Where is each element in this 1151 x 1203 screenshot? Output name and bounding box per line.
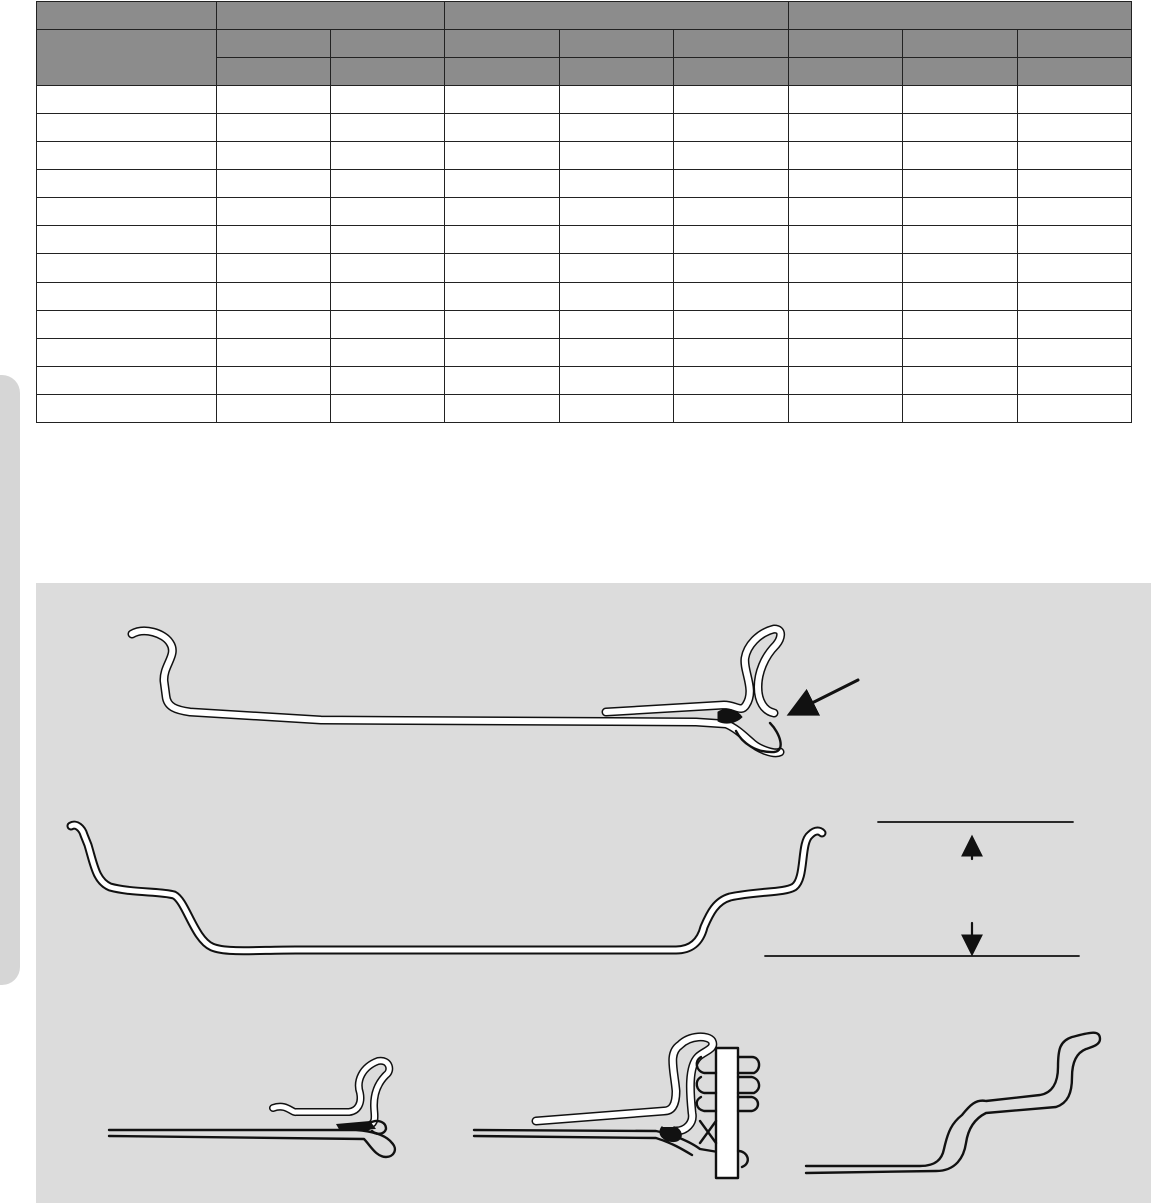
header-cell (37, 2, 217, 30)
table-cell (789, 254, 903, 282)
table-cell (217, 226, 331, 254)
table-header-row-1 (37, 2, 1132, 30)
table-cell (331, 170, 445, 198)
table-cell (789, 394, 903, 422)
table-cell (217, 366, 331, 394)
rim-profile-with-seal (132, 629, 858, 753)
header-cell (1018, 58, 1132, 86)
header-cell (674, 30, 789, 58)
table-cell (1018, 86, 1132, 114)
table-cell (674, 338, 789, 366)
table-row (37, 338, 1132, 366)
table-row (37, 226, 1132, 254)
table-cell (903, 282, 1018, 310)
table-cell (560, 114, 674, 142)
table-cell (560, 394, 674, 422)
table-cell (331, 142, 445, 170)
table-cell (445, 282, 560, 310)
table-cell (789, 86, 903, 114)
table-cell (674, 310, 789, 338)
header-cell (217, 2, 445, 30)
table-cell (789, 226, 903, 254)
table-cell (445, 198, 560, 226)
table-cell (1018, 114, 1132, 142)
row-label-cell (37, 198, 217, 226)
table-cell (560, 338, 674, 366)
bolted-bead-lock-detail (474, 1037, 759, 1178)
table-cell (903, 394, 1018, 422)
table-cell (560, 366, 674, 394)
row-label-cell (37, 226, 217, 254)
table-cell (560, 86, 674, 114)
table-cell (789, 142, 903, 170)
table-cell (674, 86, 789, 114)
table-cell (1018, 170, 1132, 198)
table-cell (331, 338, 445, 366)
table-row (37, 86, 1132, 114)
table-cell (217, 198, 331, 226)
bead-lock-detail-left (109, 1061, 395, 1157)
table-cell (217, 310, 331, 338)
table-cell (217, 282, 331, 310)
table-cell (674, 170, 789, 198)
table-cell (445, 86, 560, 114)
header-cell (445, 2, 789, 30)
table-row (37, 282, 1132, 310)
table-cell (903, 170, 1018, 198)
table-cell (217, 114, 331, 142)
table-cell (331, 86, 445, 114)
table-cell (445, 170, 560, 198)
table-cell (217, 170, 331, 198)
header-cell (903, 30, 1018, 58)
table-cell (445, 310, 560, 338)
table-cell (1018, 142, 1132, 170)
table-cell (217, 142, 331, 170)
rim-diagram-panel (36, 583, 1151, 1203)
table-cell (903, 366, 1018, 394)
table-cell (674, 226, 789, 254)
table-cell (789, 310, 903, 338)
row-label-cell (37, 114, 217, 142)
row-label-cell (37, 366, 217, 394)
table-cell (1018, 198, 1132, 226)
table-cell (903, 226, 1018, 254)
table-cell (331, 310, 445, 338)
table-cell (1018, 394, 1132, 422)
table-row (37, 254, 1132, 282)
table-cell (560, 282, 674, 310)
table-cell (331, 282, 445, 310)
row-label-cell (37, 86, 217, 114)
table-cell (674, 198, 789, 226)
table-cell (903, 198, 1018, 226)
table-cell (560, 170, 674, 198)
header-cell (789, 58, 903, 86)
table-cell (445, 338, 560, 366)
table-body (37, 86, 1132, 423)
header-cell (674, 58, 789, 86)
table-cell (1018, 254, 1132, 282)
table-cell (560, 226, 674, 254)
table-cell (445, 142, 560, 170)
table-cell (560, 198, 674, 226)
side-thumb-tab (0, 375, 20, 985)
table-cell (217, 338, 331, 366)
table-cell (445, 254, 560, 282)
table-cell (789, 366, 903, 394)
header-cell (789, 2, 1132, 30)
drop-center-rim-profile (71, 822, 1079, 956)
header-cell-row-label (37, 30, 217, 86)
table-cell (217, 86, 331, 114)
table-cell (674, 142, 789, 170)
table-cell (789, 170, 903, 198)
table-cell (331, 366, 445, 394)
table-cell (445, 226, 560, 254)
table-cell (331, 226, 445, 254)
table-cell (445, 366, 560, 394)
rim-diagrams (36, 583, 1151, 1203)
row-label-cell (37, 254, 217, 282)
table-cell (560, 142, 674, 170)
table-row (37, 114, 1132, 142)
rim-flange-detail-right (806, 1033, 1100, 1173)
row-label-cell (37, 310, 217, 338)
table-cell (903, 86, 1018, 114)
table-cell (331, 198, 445, 226)
table-row (37, 366, 1132, 394)
header-cell (331, 30, 445, 58)
row-label-cell (37, 338, 217, 366)
table-cell (1018, 226, 1132, 254)
table-row (37, 170, 1132, 198)
row-label-cell (37, 142, 217, 170)
header-cell (789, 30, 903, 58)
table-row (37, 198, 1132, 226)
table-cell (1018, 338, 1132, 366)
table-cell (903, 114, 1018, 142)
table-cell (1018, 282, 1132, 310)
table-cell (674, 114, 789, 142)
header-cell (445, 58, 560, 86)
table-cell (674, 366, 789, 394)
header-cell (560, 30, 674, 58)
table-header-row-2 (37, 30, 1132, 58)
header-cell (1018, 30, 1132, 58)
table-cell (903, 338, 1018, 366)
table-cell (331, 394, 445, 422)
table-cell (674, 254, 789, 282)
table-cell (560, 310, 674, 338)
table-row (37, 142, 1132, 170)
row-label-cell (37, 394, 217, 422)
table-cell (789, 338, 903, 366)
table-cell (217, 394, 331, 422)
header-cell (560, 58, 674, 86)
table-cell (789, 282, 903, 310)
table-cell (445, 114, 560, 142)
table-cell (217, 254, 331, 282)
row-label-cell (37, 170, 217, 198)
row-label-cell (37, 282, 217, 310)
table-cell (445, 394, 560, 422)
table-cell (903, 310, 1018, 338)
table-cell (1018, 366, 1132, 394)
table-cell (789, 114, 903, 142)
header-cell (217, 58, 331, 86)
table-cell (903, 142, 1018, 170)
table-row (37, 310, 1132, 338)
table-cell (674, 394, 789, 422)
header-cell (903, 58, 1018, 86)
table-cell (560, 254, 674, 282)
header-cell (217, 30, 331, 58)
table-cell (674, 282, 789, 310)
header-cell (331, 58, 445, 86)
table-cell (789, 198, 903, 226)
table-cell (1018, 310, 1132, 338)
table-cell (903, 254, 1018, 282)
header-cell (445, 30, 560, 58)
table-cell (331, 254, 445, 282)
rim-specification-table (36, 1, 1132, 423)
table-row (37, 394, 1132, 422)
table-cell (331, 114, 445, 142)
